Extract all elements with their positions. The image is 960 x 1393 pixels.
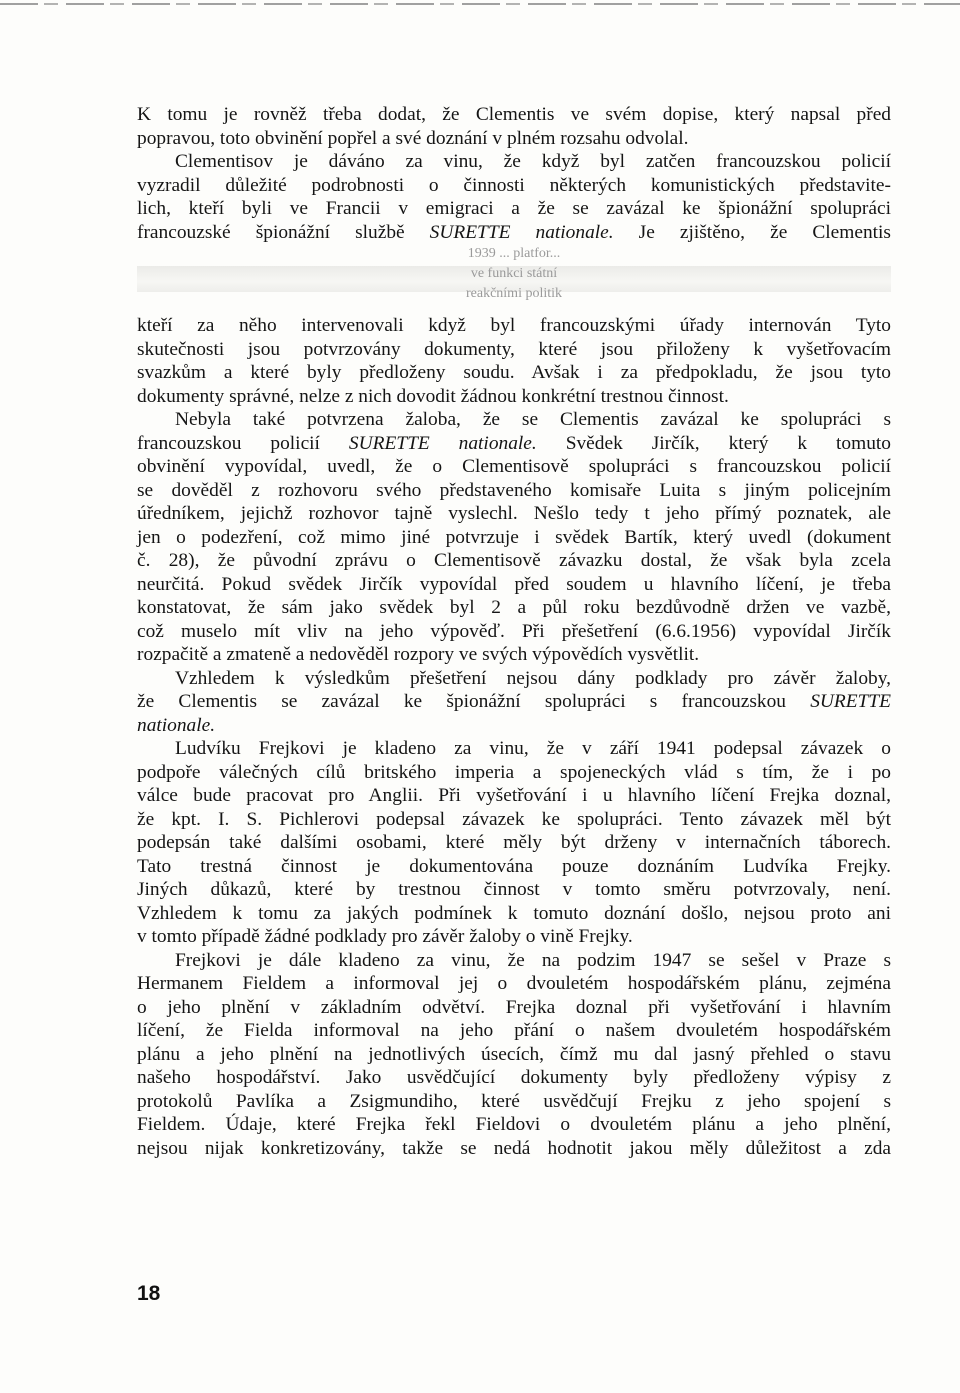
text-line [137, 432, 891, 456]
text-line: válce bude pracovat pro Anglii. Při vyšetřování i u hlavního líčení Frejka doznal, [137, 785, 891, 806]
text-line: Hermanem Fieldem a informoval jej o dvouletém hospodářském plánu, zejména [137, 973, 891, 994]
text-line: lich, kteří byli ve Francii v emigraci a že se zavázal ke špionážní spolupráci [137, 198, 891, 219]
damaged-scan-area [137, 244, 891, 314]
text-line: nejsou nijak konkretizovány, takže se nedá hodnotit jakou měly důležitost a zda [137, 1137, 891, 1159]
text-line [137, 221, 891, 245]
text-line: líčení, že Fielda informoval na jeho přání o našem dvouletém hospodářském [137, 1020, 891, 1041]
text-line: podpoře válečných cílů britského imperia a spojeneckých vlád s tím, že i po [137, 761, 891, 783]
paragraph-6 [137, 737, 891, 949]
text-line: se dověděl z rozhovoru svého představeného komisaře Luita s jiným policejním [137, 479, 891, 501]
paragraph-3 [137, 314, 891, 408]
text-run: francouzské špionážní službě [137, 221, 430, 243]
paragraph-4 [137, 408, 891, 667]
text-line: K tomu je rovněž třeba dodat, že Clementis ve svém dopise, který napsal před [137, 104, 891, 125]
text-line: v tomto případě žádné podklady pro závěr žaloby o vině Frejky. [137, 926, 633, 947]
text-line [137, 690, 891, 714]
paragraph-7 [137, 949, 891, 1161]
text-line: jen o podezření, což mimo jiné potvrzuje i svědek Bartík, který uvedl (dokument [137, 526, 891, 548]
text-line: podepsán také dalšími osobami, které měly být drženy v internačních táborech. [137, 832, 891, 853]
text-line: obvinění vypovídal, uvedl, že o Clementisově spolupráci s francouzskou policií [137, 456, 891, 477]
text-line: o jeho plnění v základním odvětví. Frejka doznal při vyšetřování i hlavním [137, 996, 891, 1018]
text-line: plánu a jeho plnění na jednotlivých úsecích, čímž mu dal jasný přehled o stavu [137, 1043, 891, 1065]
text-line: Clementisov je dáváno za vinu, že když byl zatčen francouzskou policií [175, 151, 891, 172]
page-number: 18 [137, 1282, 161, 1305]
faded-fragment: 1939 ... platfor... [467, 246, 561, 261]
italic-term: SURETTE nationale. [348, 432, 537, 454]
italic-term: nationale. [137, 714, 216, 736]
text-line: konstatovat, že sám jako svědek byl 2 a půl roku bezdůvodně držen ve vazbě, [137, 597, 891, 618]
text-line: Vzhledem k výsledkům přešetření nejsou dány podklady pro závěr žaloby, [175, 667, 891, 689]
text-line: že kpt. I. S. Pichlerovi podepsal závazek ke spolupráci. Tento závazek měl být [137, 808, 891, 830]
text-line: vyzradil důležité podrobnosti o činnosti některých komunistických představite- [137, 174, 891, 196]
text-run: Svědek Jirčík, který k tomuto [536, 432, 891, 454]
text-line: kteří za něho intervenovali když byl francouzskými úřady internován Tyto [137, 315, 891, 336]
text-line: našeho hospodářství. Jako usvědčující dokumenty byly předloženy výpisy z [137, 1067, 891, 1088]
text-line: úředníkem, jejichž rozhovor tajně vyslechl. Nešlo tedy t jeho přímý poznatek, ale [137, 503, 891, 524]
scan-top-edge [0, 3, 960, 5]
text-run: že Clementis se zavázal ke špionážní spolupráci s francouzskou [137, 691, 811, 712]
document-page [137, 103, 891, 1160]
text-line: Frejkovi je dále kladeno za vinu, že na podzim 1947 se sešel v Praze s [175, 949, 891, 971]
faded-fragment: ve funkci státní [470, 266, 558, 281]
italic-term: SURETTE nationale. [429, 221, 614, 243]
text-line: Jiných důkazů, které by trestnou činnost v tomto směru potvrzovaly, není. [137, 879, 891, 900]
text-line: svazkům a které byly předloženy soudu. Avšak i za předpokladu, že jsou tyto [137, 362, 891, 383]
text-line: popravou, toto obvinění popřel a své doznání v plném rozsahu odvolal. [137, 127, 689, 149]
text-line: což muselo mít vliv na jeho výpověď. Při přešetření (6.6.1956) vypovídal Jirčík [137, 620, 891, 642]
text-line: Tato trestná činnost je dokumentována pouze doznáním Ludvíka Frejky. [137, 855, 891, 877]
text-line: skutečnosti jsou potvrzovány dokumenty, které jsou přiloženy k vyšetřovacím [137, 338, 891, 360]
text-run: Je zjištěno, že Clementis [613, 221, 891, 243]
text-line [137, 714, 891, 738]
text-line: Fieldem. Údaje, které Frejka řekl Fieldovi o dvouletém plánu a jeho plnění, [137, 1114, 891, 1135]
italic-term: SURETTE [810, 691, 891, 712]
paragraph-2 [137, 150, 891, 244]
paragraph-5 [137, 667, 891, 738]
text-run: francouzskou policií [137, 432, 349, 454]
text-line: rozpačitě a zmateně a nedověděl rozpory ve svých výpovědích vysvětlit. [137, 644, 700, 665]
text-line: protokolů Pavlíka a Zsigmundiho, které usvědčují Frejku z jeho spojení s [137, 1090, 891, 1112]
text-line: č. 28), že původní zprávu o Clementisově závazku dostal, že však byla zcela [137, 550, 891, 571]
faded-fragment: reakčními politik [465, 286, 563, 301]
paragraph-1 [137, 103, 891, 150]
text-line: Nebyla také potvrzena žaloba, že se Clementis zavázal ke spolupráci s [175, 409, 891, 430]
text-line: dokumenty správné, nelze z nich dovodit žádnou konkrétní trestnou činnost. [137, 385, 729, 407]
text-line: Vzhledem k tomu za jakých podmínek k tomuto doznání došlo, nejsou proto ani [137, 902, 891, 924]
text-line: Ludvíku Frejkovi je kladeno za vinu, že v září 1941 podepsal závazek o [175, 738, 891, 759]
text-line: neurčitá. Pokud svědek Jirčík vypovídal před soudem u hlavního líčení, je třeba [137, 573, 891, 595]
